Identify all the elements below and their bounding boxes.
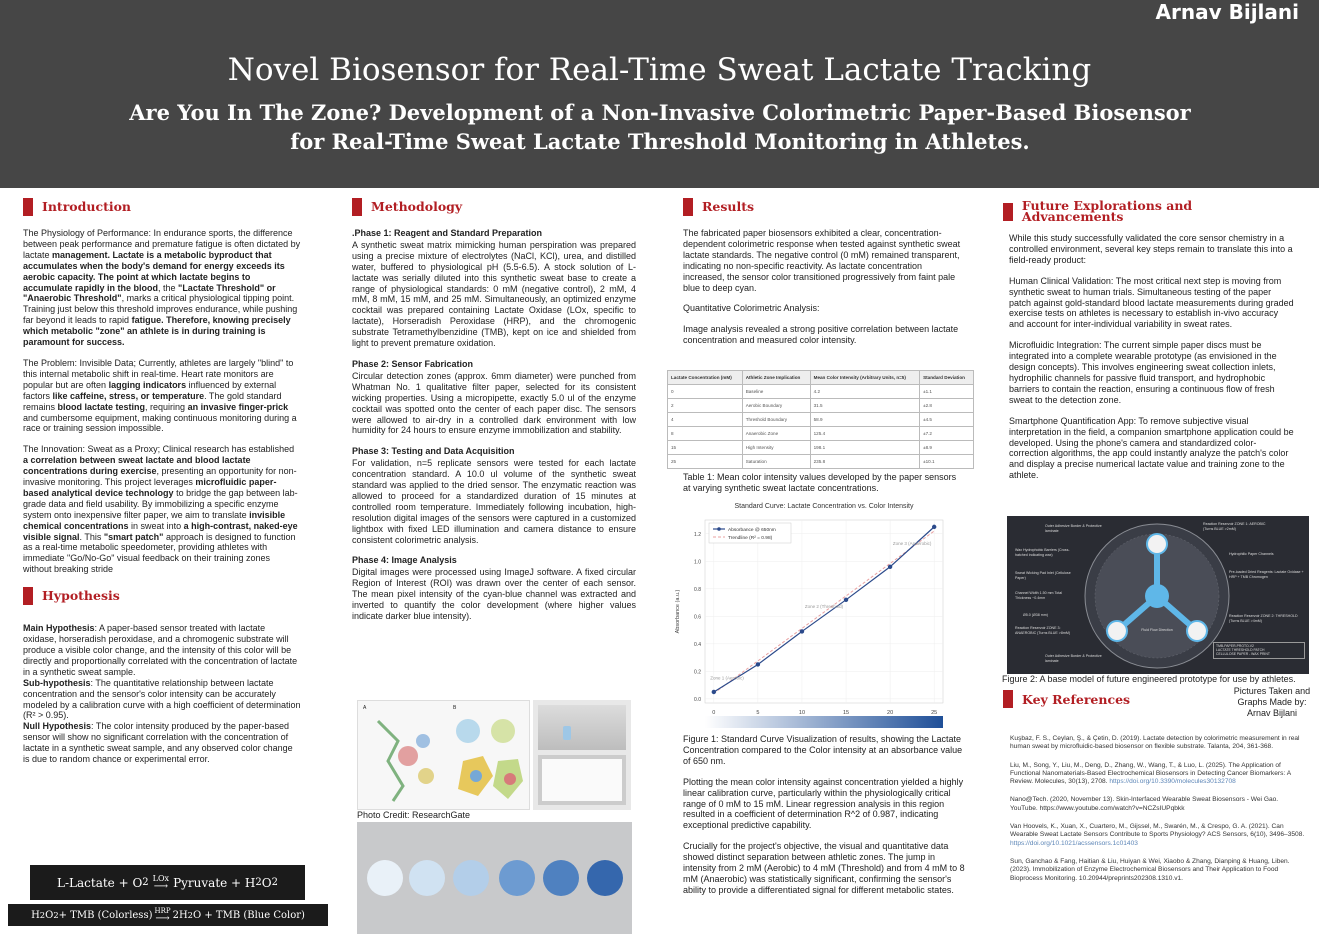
prototype-diagram: Outer Adhesive Border & Protective laminate Reaction Reservoir ZONE 1: AEROBIC (Turns BLUE >2mM) Wax Hydrophobic Barriers (Cross-hatched indicating wax) Hydrophilic Paper Channels Sweat Wicking Pad Inlet (Cellulose Paper) Pre-loaded Dried Reagents: Lactate Oxidase + HRP + TMB Chromogen Channel Width 1.50 mm Total Thickness ~0.4mm Ø5.0 (Ø38 mm) Reaction Reservoir ZONE 3: ANAEROBIC (Turns BLUE >8mM) Fluid Flow Direction Reaction Reservoir ZONE 2: THRESHOLD (Turns BLUE >4mM) Outer Adhesive Border & Protective laminate TMB-PAPER-PROTO-V2 LACTATE THRESHOLD PATCH CELLULOSE PAPER - WAX PRINT — [1007, 516, 1309, 674]
hypothesis-null: Null Hypothesis: The color intensity produced by the paper-based sensor will show no significant correlation with the concentration of lactate in a synthetic sweat sample, and any observed color change is due to random chance or experimental error. — [23, 721, 293, 765]
heading-bar — [23, 587, 33, 605]
data-point — [712, 690, 716, 694]
data-point — [800, 629, 804, 633]
column-results — [683, 196, 965, 356]
y-tick-label: 0.6 — [694, 614, 701, 621]
table-row: 8 Anaerobic Zone 125.4 ±7.2 — [668, 427, 974, 441]
data-point — [844, 598, 848, 602]
reference-item: Liu, M., Song, Y., Liu, M., Deng, D., Zhang, W., Wang, T., & Luo, L. (2025). The Application of Functional Nanomaterials-Based Electrochemical Biosensors in Detecting Cancer Biomarkers: A Review. Molecules, 30(13), 2708. https://doi.org/10.3390/molecules30132708 — [1010, 761, 1291, 786]
legend-marker — [717, 527, 721, 531]
reference-link[interactable]: https://doi.org/10.1021/acssensors.1c01403 — [1010, 839, 1138, 847]
table-caption: Table 1: Mean color intensity values developed by the paper sensors at varying synthetic sweat lactate concentrations. — [683, 472, 957, 493]
table-row: 25 Saturation 235.8 ±10.1 — [668, 455, 974, 469]
x-tick-label: 0 — [712, 710, 716, 716]
introduction-heading: Introduction — [23, 196, 301, 218]
methodology-heading: Methodology — [352, 196, 636, 218]
color-gradient-bar — [705, 716, 943, 728]
column-introduction — [23, 196, 301, 765]
photo-credit: Photo Credit: ResearchGate — [357, 810, 471, 820]
y-axis-label: Absorbance (a.u.) — [675, 589, 681, 634]
reference-item: Kuşbaz, F. S., Ceylan, Ş., & Çetin, D. (2019). Lactate detection by colorimetric measurement in real human sweat by microfluidic-based biosensor on flexible substrate. Talanta, 204, 361-368. — [1010, 735, 1300, 751]
enzyme-mechanism-figure: A B — [357, 700, 530, 810]
results-lower — [683, 734, 965, 906]
phase3-title: Phase 3: Testing and Data Acquisition — [352, 446, 515, 457]
heading-bar — [23, 198, 33, 216]
column-methodology — [352, 196, 636, 632]
figure2-caption: Figure 2: A base model of future engineered prototype for use by athletes. — [1002, 674, 1296, 684]
heading-bar — [1003, 203, 1013, 221]
future-paragraph-3: Microfluidic Integration: The current simple paper discs must be integrated into a complete wearable prototype (as envisioned in the design concepts). This involves engineering sweat collection inlets, hydrophilic channels for passive fluid transport, and hydrophobic barriers to contain the reaction, ensuring a continuous flow of fresh sweat to the detection zone. — [1009, 340, 1277, 405]
heading-bar — [683, 198, 693, 216]
x-tick-label: 25 — [931, 710, 938, 716]
reference-item: Sun, Ganchao & Fang, Haitian & Liu, Huiyan & Wei, Xiaobo & Zhang, Dianping & Huang, Liben. (2023). Immobilization of Enzyme Electrochemical Biosensors and Their Application to Food Bioprocess Monitoring. 10.20944/preprints202308.1310.v1. — [1010, 857, 1290, 882]
zone-annotation: Zone 2 (Threshold) — [804, 604, 844, 610]
future-paragraph-2: Human Clinical Validation: The most critical next step is moving from synthetic sweat to human trials. Simultaneous testing of the paper patch against gold-standard blood lactate measurements during graded exercise tests on athletes is necessary to establish in-vivo accuracy and account for inter-individual variability in sweat rates. — [1009, 275, 1294, 330]
table-row: 4 Threshold Boundary 58.9 ±4.5 — [668, 413, 974, 427]
table-row: 0 Baseline 4.2 ±1.1 — [668, 385, 974, 399]
future-heading: Future Explorations and Advancements — [1003, 201, 1295, 223]
equation-lactate-oxidation: L-Lactate + O 2 LOx ⟶ Pyruvate + H 2 O 2 — [30, 865, 305, 900]
poster-subtitle: Are You In The Zone? Development of a Non-Invasive Colorimetric Paper-Based Biosensor for Real-Time Sweat Lactate Threshold Monitoring in Athletes. — [129, 100, 1191, 154]
sensor-discs-photo — [357, 822, 632, 934]
hypothesis-heading: Hypothesis — [23, 585, 301, 607]
data-point — [932, 525, 936, 529]
results-table — [667, 370, 974, 469]
x-tick-label: 20 — [887, 710, 894, 716]
figure1-caption: Figure 1: Standard Curve Visualization of results, showing the Lactate Concentration compared to the Color intensity at an absorbance value of 650 nm. — [683, 734, 963, 766]
table-row: 15 High Intensity 198.1 ±8.9 — [668, 441, 974, 455]
results-paragraph-4: Plotting the mean color intensity against concentration yielded a highly linear calibration curve, particularly within the physiologically critical range of 0 mM to 15 mM. Linear regression analysis in this region resulted in a coefficient of determination R^2 of 0.987, indicating exceptional predictive capability. — [683, 776, 964, 831]
references-heading: Key References — [1003, 688, 1223, 720]
data-point — [756, 662, 760, 666]
intro-paragraph-1: The Physiology of Performance: In endurance sports, the difference between peak performance and premature fatigue is often dictated by lactate management. Lactate is a metabolic byproduct that accumulates when the body's demand for energy exceeds its aerobic capacity. The point at which lactate begins to accumulate rapidly in the blood, the "Lactate Threshold" or "Anaerobic Threshold", marks a critical physiological tipping point. Training just below this threshold improves endurance, while pushing far beyond it leads to rapid fatigue. Therefore, knowing precisely which metabolic "zone" an athlete is in during training is paramount for success. — [23, 228, 301, 348]
y-tick-label: 0.2 — [694, 669, 701, 676]
y-tick-label: 1.0 — [694, 559, 701, 566]
table-header-row: Lactate Concentration (mM) Athletic Zone Implication Mean Color Intensity (Arbitrary Units, n=5) Standard Deviation — [668, 371, 974, 385]
results-paragraph-5: Crucially for the project's objective, the visual and quantitative data showed distinct separation between athletic zones. The jump in intensity from 2 mM (Aerobic) to 4 mM (Threshold) and from 4 mM to 8 mM (Anaerobic) was statistically significant, confirming the sensor's ability to provide a differentiated signal for different metabolic states. — [683, 841, 965, 895]
zone-annotation: Zone 3 (Anaerobic) — [892, 540, 932, 546]
phase2-title: Phase 2: Sensor Fabrication — [352, 358, 474, 369]
standard-curve-chart — [665, 498, 955, 728]
future-paragraph-1: While this study successfully validated the core sensor chemistry in a controlled environment, several key steps remain to translate this into a field-ready product: — [1009, 233, 1293, 265]
y-tick-label: 1.2 — [694, 531, 701, 538]
zone-annotation: Zone 1 (Aerobic) — [710, 675, 744, 681]
equation-tmb-oxidation: H 2 O 2 + TMB (Colorless) HRP ⟶ 2H 2 O + TMB (Blue Color) — [8, 904, 328, 926]
heading-bar — [1003, 690, 1013, 708]
heading-bar — [352, 198, 362, 216]
y-tick-label: 0.4 — [694, 641, 701, 648]
reference-item: Van Hoovels, K., Xuan, X., Cuartero, M., Gijssel, M., Swarén, M., & Crespo, G. A. (2021). Can Wearable Sweat Lactate Sensors Contribute to Sports Physiology? ACS Sensors, 6(10), 3496–3508. https://doi.org/10.1021/acssensors.1c01403 — [1010, 823, 1305, 847]
reference-item: Nano@Tech. (2020, November 13). Skin-Interfaced Wearable Sweat Biosensors - Wei Gao. YouTube. https://www.youtube.com/watch?v=NCZsIUPqbkk — [1010, 796, 1279, 812]
phase4-text: Digital images were processed using ImageJ software. A fixed circular Region of Interest (ROI) was drawn over the center of each sensor. The mean pixel intensity of the cyan-blue channel was extracted and inverted to quantify the color development (where higher values indicate darker blue intensity). — [352, 567, 636, 621]
hypothesis-sub: Sub-hypothesis: The quantitative relationship between lactate concentration and the sensor's color intensity can be accurately modeled by a calibration curve with a high coefficient of determination (R² > 0.95). — [23, 677, 301, 721]
lab-photo — [533, 700, 631, 810]
results-heading: Results — [683, 196, 965, 218]
data-point — [888, 565, 892, 569]
column-future — [1003, 196, 1295, 491]
y-tick-label: 0.8 — [694, 586, 701, 593]
intro-paragraph-3: The Innovation: Sweat as a Proxy; Clinical research has established a correlation between sweat lactate and blood lactate concentrations during exercise, presenting an opportunity for non-invasive monitoring. This project leverages microfluidic paper-based analytical device technology to bridge the gap between lab-grade data and field usability. By immobilizing a specific enzyme system onto inexpensive filter paper, we aim to translate invisible chemical concentrations in sweat into a high-contrast, naked-eye visible signal. This "smart patch" approach is designed to function as a real-time metabolic speedometer, providing athletes with immediate "Go/No-Go" visual feedback on their training zones without breaking stride — [23, 444, 298, 575]
results-paragraph-3: Image analysis revealed a strong positive correlation between lactate concentration and measured color intensity. — [683, 324, 959, 346]
phase2-text: Circular detection zones (approx. 6mm diameter) were punched from Whatman No. 1 qualitative filter paper, selected for its consistent wicking properties. Using a micropipette, exactly 5.0 ul of the enzyme cocktail was spotted onto the center of each paper disc. The sensors were allowed to air-dry in a controlled dark environment with low humidity for 24 hours to ensure enzyme immobilization and stability. — [352, 370, 636, 436]
phase4-title: Phase 4: Image Analysis — [352, 555, 457, 566]
phase1-text: A synthetic sweat matrix mimicking human perspiration was prepared using a precise mixture of electrolytes (NaCl, KCl), urea, and distilled water, buffered to physiological pH (5.5-6.5). A stock solution of L-lactate was serially diluted into this synthetic sweat base to create a range of physiological standards: 0 mM (negative control), 2 mM, 4 mM, 8 mM, 15 mM, and 25 mM. Simultaneously, an optimized enzyme cocktail was prepared containing Lactate Oxidase (LOx, specific to lactate), Horseradish Peroxidase (HRP), and the chromogenic substrate Tetramethylbenzidine (TMB), kept on ice and shielded from light to prevent premature oxidation. — [352, 239, 636, 349]
hypothesis-main: Main Hypothesis: A paper-based sensor treated with lactate oxidase, horseradish peroxidase, and a chromogenic substrate will produce a visible color change, and the intensity of this color will be directly and proportionally correlated with the concentration of lactate in a synthetic sweat sample. — [23, 623, 298, 677]
references-list — [1010, 735, 1305, 893]
diagram-tag-box: TMB-PAPER-PROTO-V2 LACTATE THRESHOLD PATCH CELLULOSE PAPER - WAX PRINT — [1213, 642, 1305, 659]
future-paragraph-4: Smartphone Quantification App: To remove subjective visual interpretation in the field, a companion smartphone application could be developed. Using the phone's camera and standardized color-correction algorithms, the app could instantly analyze the patch's color and display a precise numerical lactate value and training zone to the athlete. — [1009, 415, 1294, 481]
x-tick-label: 15 — [842, 710, 850, 716]
author-name: Arnav Bijlani — [1155, 0, 1299, 24]
results-paragraph-2: Quantitative Colorimetric Analysis: — [683, 303, 820, 314]
intro-paragraph-2: The Problem: Invisible Data; Currently, athletes are largely "blind" to this internal metabolic shift in real-time. Heart rate monitors are popular but are often lagging indicators influenced by external factors like caffeine, stress, or temperature. The gold standard remains blood lactate testing, requiring an invasive finger-prick and cumbersome equipment, making continuous monitoring during a race or training session impossible. — [23, 357, 297, 434]
legend-entry: Absorbance @ 650nm — [728, 528, 776, 533]
phase1-title: .Phase 1: Reagent and Standard Preparation — [352, 228, 543, 238]
x-tick-label: 10 — [798, 710, 806, 716]
poster-header — [0, 0, 1319, 188]
y-tick-label: 0.0 — [694, 696, 701, 703]
chart-title: Standard Curve: Lactate Concentration vs. Color Intensity — [734, 503, 914, 510]
reference-link[interactable]: https://doi.org/10.3390/molecules30132708 — [1109, 778, 1236, 786]
legend-entry: Trendline (R² = 0.98) — [728, 536, 773, 541]
x-tick-label: 5 — [756, 710, 760, 716]
photo-credit-author: Pictures Taken and Graphs Made by: Arnav Bijlani — [1233, 686, 1311, 718]
results-paragraph-1: The fabricated paper biosensors exhibited a clear, concentration-dependent colorimetric response when tested against synthetic sweat lactate standards. The negative control (0 mM) remained transparent, indicating no non-specific reactivity. As lactate concentration increased, the sensor color transitioned progressively from faint pale blue to deep cyan. — [683, 228, 961, 293]
table-row: 2 Aerobic Boundary 31.5 ±2.8 — [668, 399, 974, 413]
poster-title: Novel Biosensor for Real-Time Sweat Lactate Tracking — [227, 52, 1092, 88]
phase3-text: For validation, n=5 replicate sensors were tested for each lactate concentration standard. A 10.0 ul volume of the synthetic sweat standard was applied to the dried sensor. The enzymatic reaction was allowed to proceed for a standardized duration of 15 minutes at controlled room temperature. Immediately following incubation, high-resolution digital images of the sensors were captured in a customized lightbox with fixed LED illumination and camera distance to ensure consistent colorimetric analysis. — [352, 458, 636, 545]
